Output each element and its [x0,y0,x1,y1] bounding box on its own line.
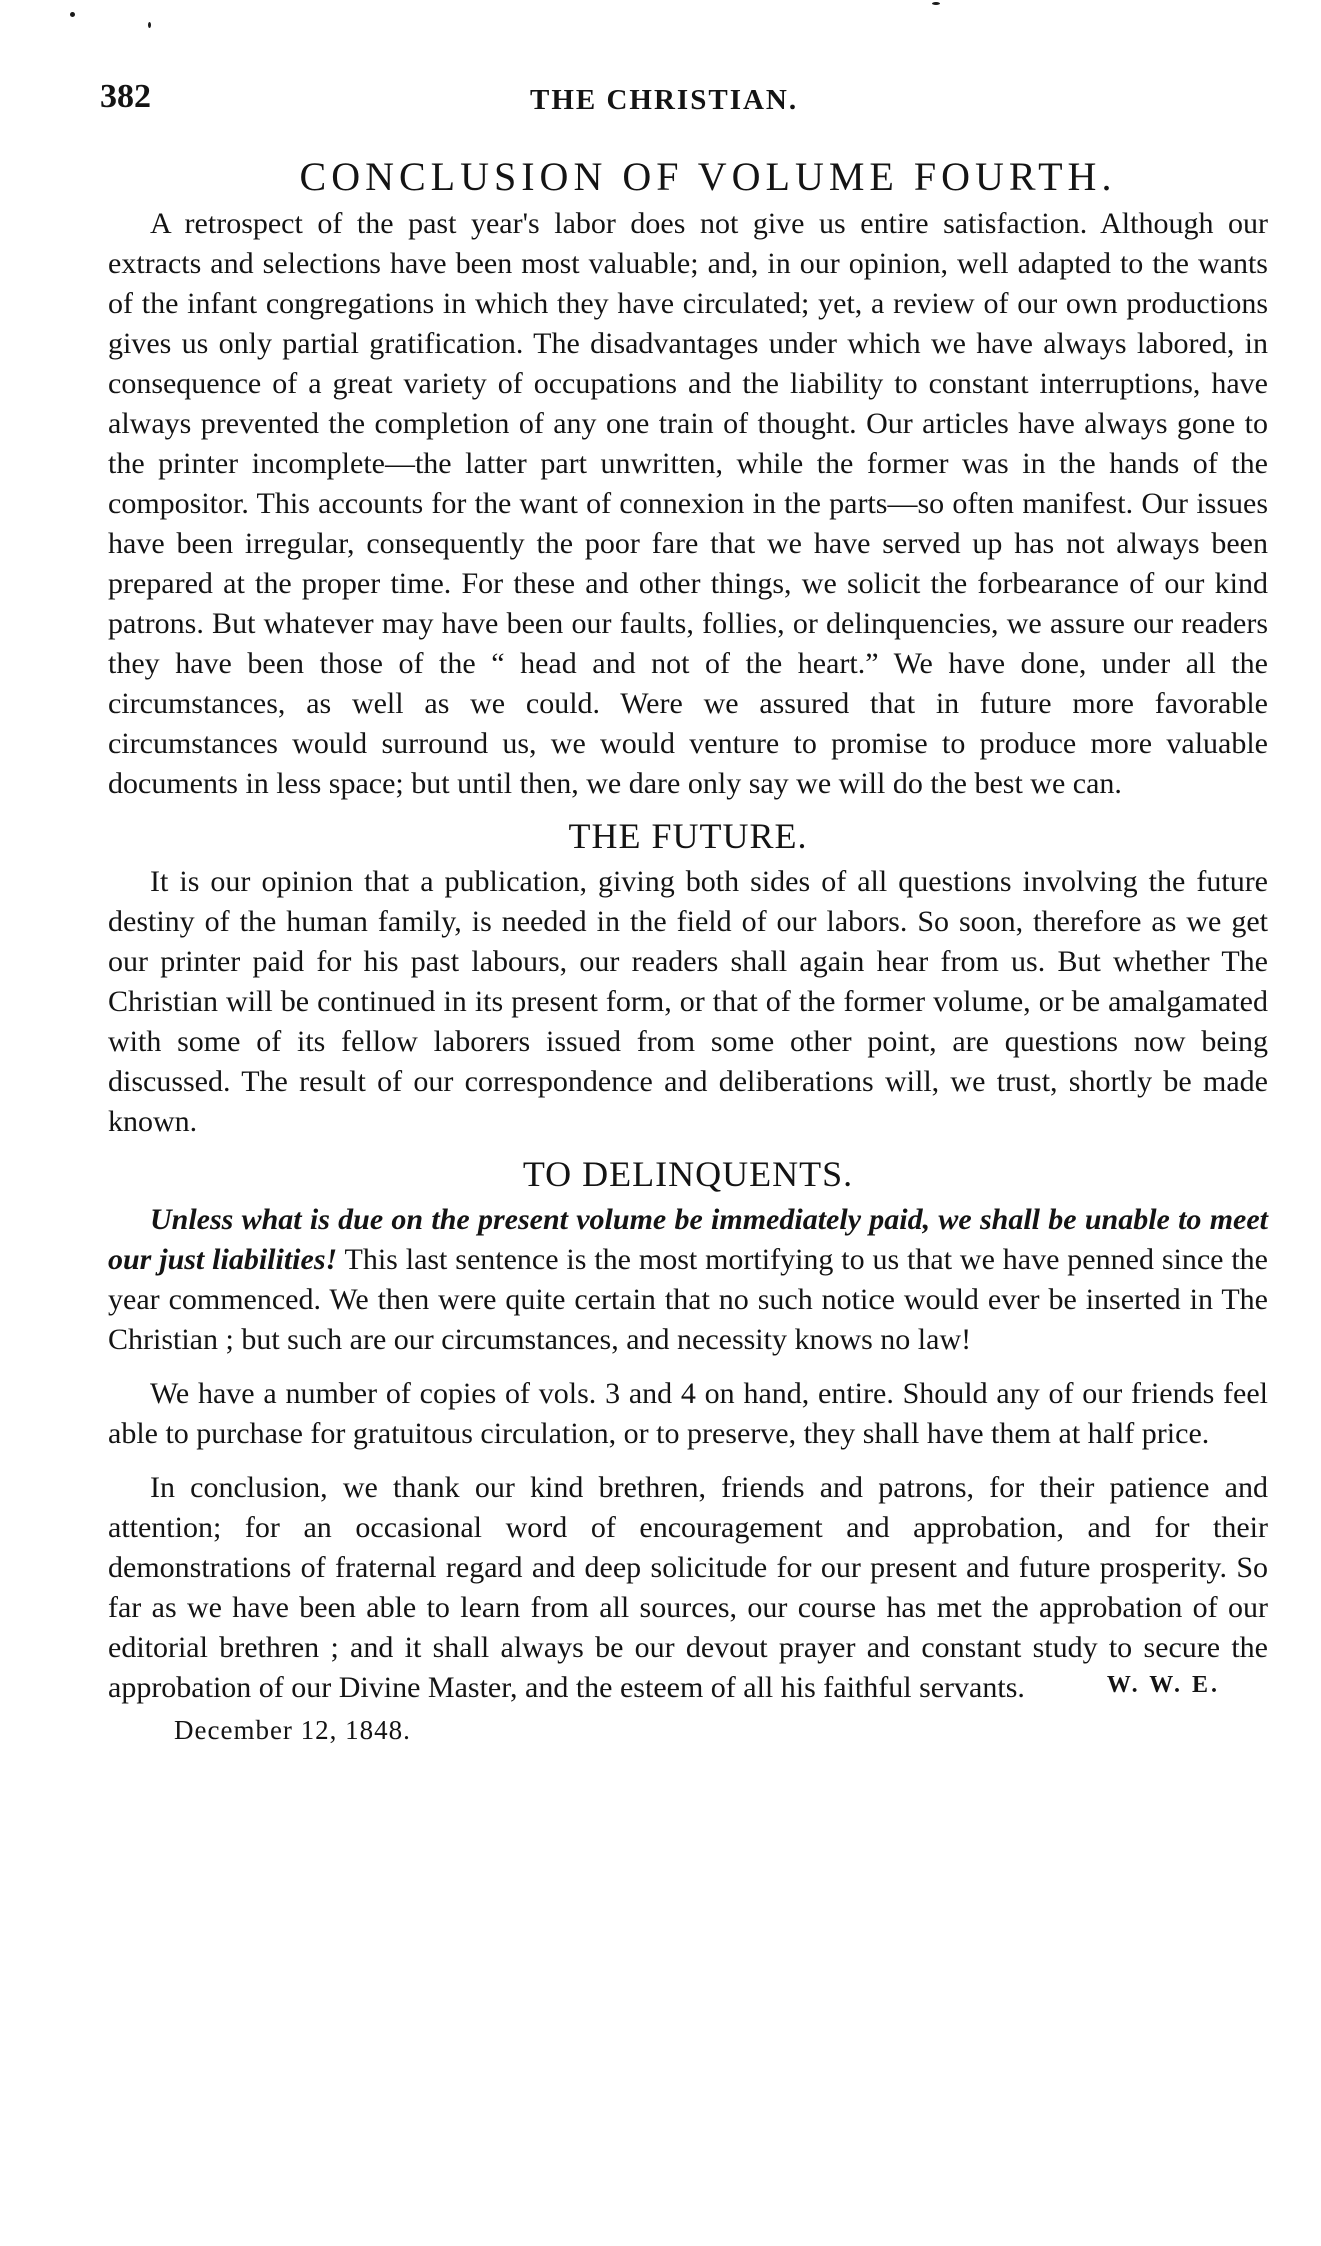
delinquents-paragraph-rest: This last sentence is the most mortifying to us that we have penned since the year commenced. We then were quite certain that no such notice would ever be inserted in The Christian ; but such are our circumstances, and necessity knows no law! [108,1243,1268,1356]
signoff [108,1668,1268,1708]
conclusion-heading: CONCLUSION OF VOLUME FOURTH. [299,154,1117,199]
copies-paragraph: We have a number of copies of vols. 3 and 4 on hand, entire. Should any of our friends feel able to purchase for gratuitous circulation, or to preserve, they shall have them at half price. [108,1377,1268,1450]
ink-speck [932,2,940,5]
dateline: December 12, 1848. [174,1715,411,1745]
delinquents-heading: TO DELINQUENTS. [522,1154,854,1194]
delinquents-paragraph [108,1200,1268,1360]
ink-speck [148,22,151,28]
page-header [100,78,1250,130]
page-number: 382 [100,78,151,115]
running-title: THE CHRISTIAN. [530,84,799,116]
conclusion-paragraph: A retrospect of the past year's labor does not give us entire satisfaction. Although our extracts and selections have been most valuable; and, in our opinion, well adapted to the wants of the infant congregations in which they have circulated; yet, a review of our own productions gives us only partial gratification. The disadvantages under which we have always labored, in consequence of a great variety of occupations and the liability to constant interruptions, have always prevented the completion of any one train of thought. Our articles have always gone to the printer incomplete—the latter part unwritten, while the former was in the hands of the compositor. This accounts for the want of connexion in the parts—so often manifest. Our issues have been irregular, consequently the poor fare that we have served up has not always been prepared at the proper time. For these and other things, we solicit the forbearance of our kind patrons. But whatever may have been our faults, follies, or delinquencies, we assure our readers they have been those of the “ head and not of the heart.” We have done, under all the circumstances, as well as we could. Were we assured that in future more favorable circumstances would surround us, we would venture to promise to produce more valuable documents in less space; but until then, we dare only say we will do the best we can. [108,207,1268,800]
closing-paragraph: In conclusion, we thank our kind brethren, friends and patrons, for their patience and attention; for an occasional word of encouragement and approbation, and for their demonstrations of fraternal regard and deep solicitude for our present and future prosperity. So far as we have been able to learn from all sources, our course has met the approbation of our editorial brethren ; and it shall always be our devout prayer and constant study to secure the approbation of our Divine Master, and the esteem of all his faithful servants. [108,1471,1268,1704]
text-column [108,150,1268,1748]
ink-speck [70,12,75,17]
future-paragraph: It is our opinion that a publication, giving both sides of all questions involving the future destiny of the human family, is needed in the field of our labors. So soon, therefore as we get our printer paid for his past labours, our readers shall again hear from us. But whether The Christian will be continued in its present form, or that of the former volume, or be amalgamated with some of its fellow laborers issued from some other point, are questions now being discussed. The result of our correspondence and deliberations will, we trust, shortly be made known. [108,865,1268,1138]
signature: W. W. E. [1106,1672,1220,1698]
delinquents-italic-lead: Unless what is due on the present volume be immediately paid, we shall be unable to meet our just liabilities! [108,1203,1268,1276]
future-heading: THE FUTURE. [568,816,808,856]
